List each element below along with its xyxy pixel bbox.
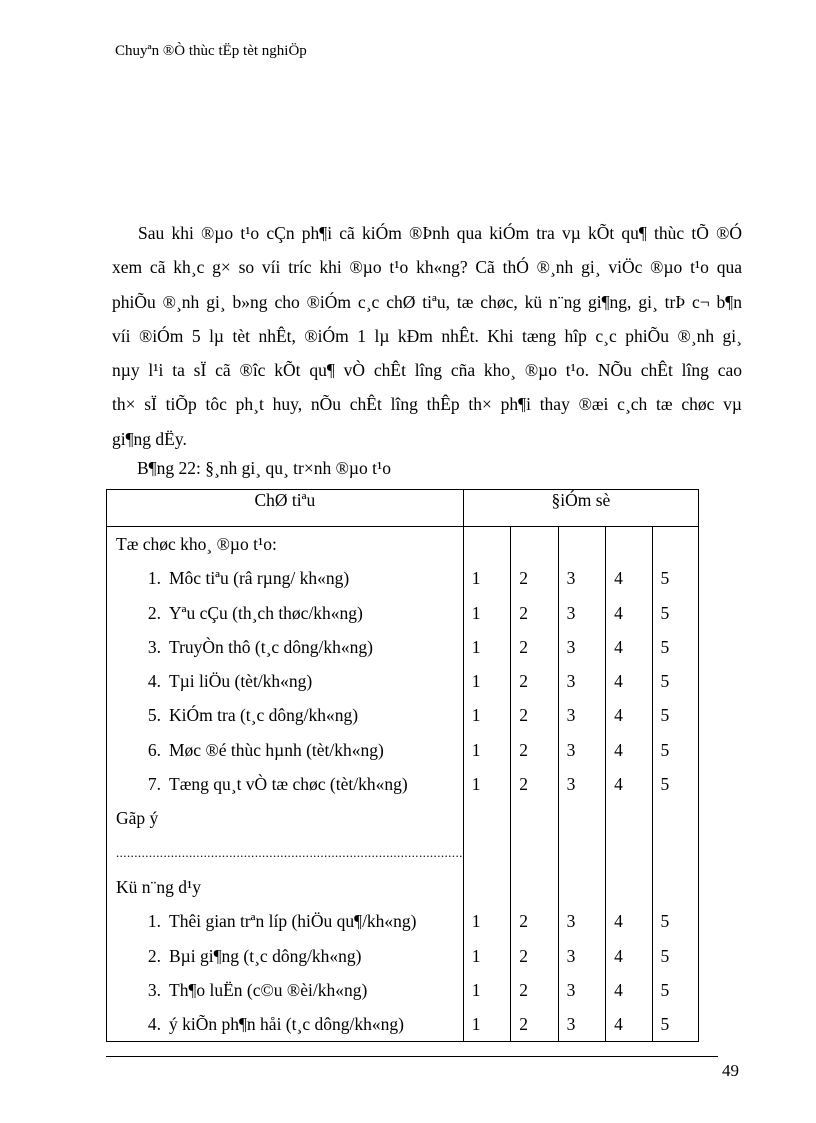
score-value: 4: [614, 1014, 623, 1035]
suggestion-dotted-line: ...............................................................................................: [116, 844, 463, 860]
score-value: 3: [566, 774, 576, 795]
criteria-cell: [107, 527, 464, 1042]
score-value: 2: [519, 774, 528, 795]
score-value: 3: [566, 671, 576, 692]
score-column: [511, 527, 558, 1042]
criteria-header: ChØ tiªu: [107, 490, 464, 527]
score-value: 4: [614, 774, 623, 795]
score-value: 4: [614, 602, 623, 623]
criteria-item: 5. KiÓm tra (t¸c dông/kh«ng): [147, 705, 359, 726]
score-column: [652, 527, 698, 1042]
score-value: 5: [660, 774, 670, 795]
score-value: 4: [614, 739, 623, 760]
score-value: 5: [660, 979, 670, 1000]
score-value: 2: [519, 739, 528, 760]
score-value: 1: [471, 671, 481, 692]
evaluation-table: [106, 489, 699, 1042]
score-value: 3: [566, 739, 576, 760]
score-value: 2: [519, 945, 528, 966]
suggestion-label: Gãp ý: [116, 808, 159, 829]
score-value: 5: [660, 568, 670, 589]
score-value: 5: [660, 945, 670, 966]
score-value: 4: [614, 568, 623, 589]
paragraph-line: víi ®iÓm 5 lµ tèt nhÊt, ®iÓm 1 lµ kÐm nhÊt. Khi tæng hîp c¸c phiÕu ®¸nh gi¸: [112, 325, 742, 346]
score-value: 5: [660, 636, 670, 657]
score-value: 1: [471, 739, 481, 760]
criteria-item: 1. Thêi gian trªn líp (hiÖu qu¶/kh«ng): [147, 911, 417, 932]
score-value: 3: [566, 705, 576, 726]
score-value: 3: [566, 911, 576, 932]
table-header-row: [107, 490, 699, 527]
score-header: §iÓm sè: [463, 490, 698, 527]
score-value: 1: [471, 911, 481, 932]
score-value: 1: [471, 1014, 481, 1035]
score-value: 5: [660, 705, 670, 726]
score-value: 2: [519, 636, 528, 657]
criteria-item: 2. Yªu cÇu (th¸ch thøc/kh«ng): [147, 602, 363, 623]
score-value: 4: [614, 945, 623, 966]
criteria-item: 6. Møc ®é thùc hµnh (tèt/kh«ng): [147, 739, 384, 760]
score-value: 2: [519, 705, 528, 726]
score-value: 4: [614, 705, 623, 726]
score-value: 3: [566, 979, 576, 1000]
criteria-item: 3. Th¶o luËn (c©u ®èi/kh«ng): [147, 979, 368, 1000]
score-value: 4: [614, 911, 623, 932]
score-value: 5: [660, 671, 670, 692]
score-value: 5: [660, 1014, 670, 1035]
score-column: [606, 527, 652, 1042]
score-value: 1: [471, 774, 481, 795]
criteria-item: 4. ý kiÕn ph¶n håi (t¸c dông/kh«ng): [147, 1014, 404, 1035]
body-paragraph: [112, 216, 742, 456]
criteria-item: 1. Môc tiªu (râ rµng/ kh«ng): [147, 568, 350, 589]
paragraph-line: gi¶ng dËy.: [112, 428, 187, 449]
footer-rule: [106, 1056, 718, 1057]
score-value: 2: [519, 671, 528, 692]
table-caption: B¶ng 22: §¸nh gi¸ qu¸ tr×nh ®µo t¹o: [137, 458, 391, 478]
page-number: 49: [722, 1061, 739, 1080]
paragraph-line: th× sÏ tiÕp tôc ph¸t huy, nÕu chÊt lîng thÊp th× ph¶i thay ®æi c¸ch tæ chøc vµ: [112, 394, 742, 415]
paragraph-line: Sau khi ®µo t¹o cÇn ph¶i cã kiÓm ®Þnh qua kiÓm tra vµ kÕt qu¶ thùc tÕ ®Ó: [138, 223, 742, 243]
score-value: 2: [519, 1014, 528, 1035]
score-value: 1: [471, 705, 481, 726]
section-title: Tæ chøc kho¸ ®µo t¹o:: [116, 534, 277, 554]
criteria-item: 3. TruyÒn thô (t¸c dông/kh«ng): [147, 636, 374, 657]
criteria-item: 7. Tæng qu¸t vÒ tæ chøc (tèt/kh«ng): [147, 774, 408, 795]
paragraph-line: phiÕu ®¸nh gi¸ b»ng cho ®iÓm c¸c chØ tiªu, tæ chøc, kü n¨ng gi¶ng, gi¸ trÞ c¬ b¶n: [112, 291, 742, 312]
score-value: 2: [519, 911, 528, 932]
score-value: 4: [614, 636, 623, 657]
score-value: 2: [519, 602, 528, 623]
score-value: 3: [566, 602, 576, 623]
score-value: 1: [471, 979, 481, 1000]
score-value: 5: [660, 739, 670, 760]
paragraph-line: xem cã kh¸c g× so víi tríc khi ®µo t¹o kh«ng? Cã thÓ ®¸nh gi¸ viÖc ®µo t¹o qua: [112, 257, 742, 278]
score-value: 3: [566, 568, 576, 589]
score-value: 4: [614, 671, 623, 692]
score-column: [463, 527, 510, 1042]
score-value: 2: [519, 568, 528, 589]
score-value: 1: [471, 636, 481, 657]
score-value: 5: [660, 602, 670, 623]
table-body-row: [107, 527, 699, 1042]
paragraph-line: nµy l¹i ta sÏ cã ®îc kÕt qu¶ vÒ chÊt lîng cña kho¸ ®µo t¹o. NÕu chÊt lîng cao: [112, 360, 742, 381]
running-header: Chuyªn ®Ò thùc tËp tèt nghiÖp: [115, 43, 307, 59]
score-value: 2: [519, 979, 528, 1000]
score-value: 3: [566, 636, 576, 657]
criteria-item: 2. Bµi gi¶ng (t¸c dông/kh«ng): [147, 945, 362, 966]
score-value: 1: [471, 568, 481, 589]
score-value: 4: [614, 979, 623, 1000]
score-value: 5: [660, 911, 670, 932]
score-column: [558, 527, 605, 1042]
score-value: 1: [471, 602, 481, 623]
criteria-item: 4. Tµi liÖu (tèt/kh«ng): [147, 671, 313, 692]
score-value: 3: [566, 945, 576, 966]
score-value: 3: [566, 1014, 576, 1035]
score-value: 1: [471, 945, 481, 966]
section-title: Kü n¨ng d¹y: [116, 876, 201, 897]
